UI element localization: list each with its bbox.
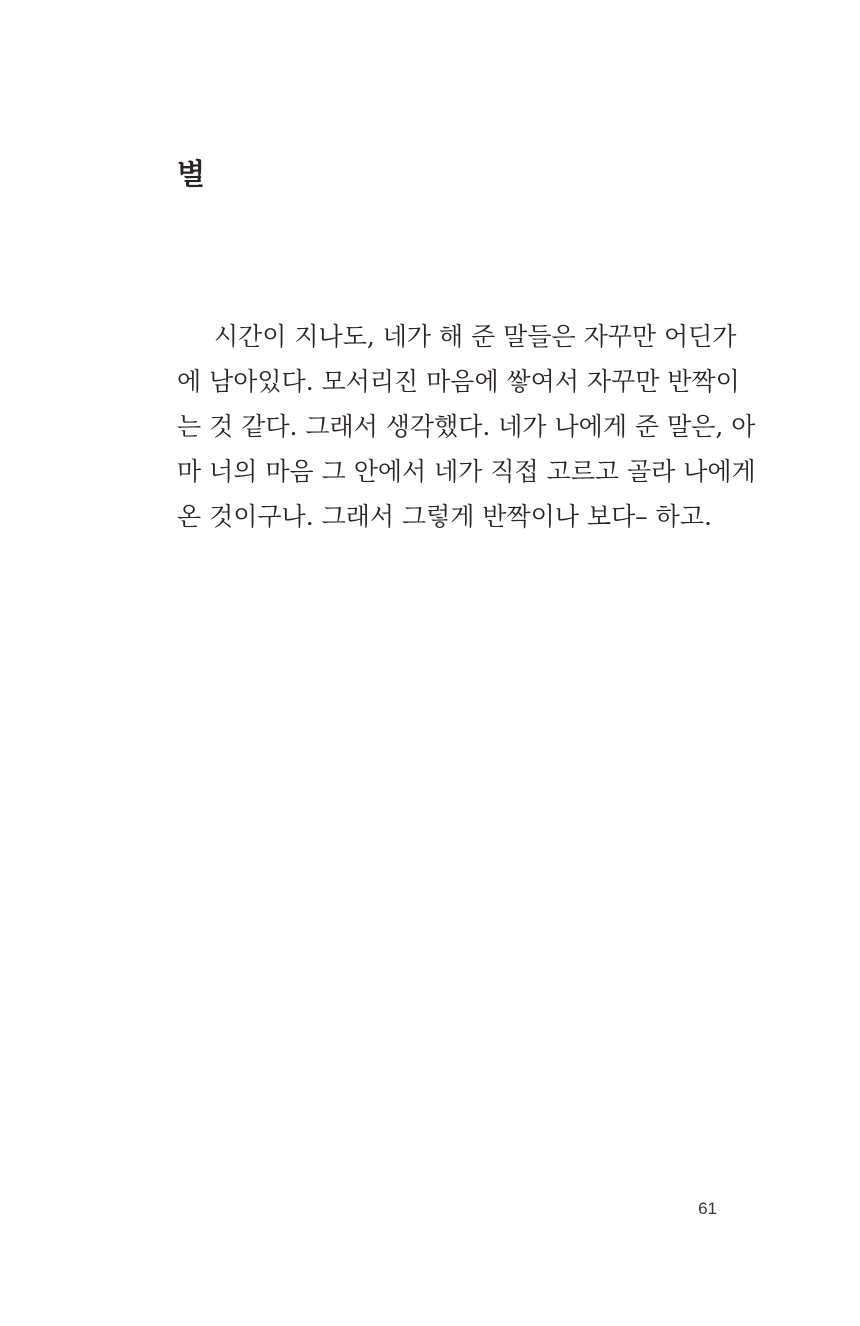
page-title: 별 bbox=[177, 157, 206, 191]
paragraph-line: 온 것이구나. 그래서 그렇게 반짝이나 보다– 하고. bbox=[177, 502, 712, 531]
paragraph-line: 는 것 같다. 그래서 생각했다. 네가 나에게 준 말은, 아 bbox=[177, 412, 756, 441]
body-paragraph bbox=[177, 314, 756, 539]
paragraph-line: 에 남아있다. 모서리진 마음에 쌓여서 자꾸만 반짝이 bbox=[177, 367, 740, 396]
paragraph-line: 시간이 지나도, 네가 해 준 말들은 자꾸만 어딘가 bbox=[214, 322, 737, 351]
page-number: 61 bbox=[698, 1199, 717, 1218]
paragraph-line: 마 너의 마음 그 안에서 네가 직접 고르고 골라 나에게 bbox=[177, 457, 756, 486]
